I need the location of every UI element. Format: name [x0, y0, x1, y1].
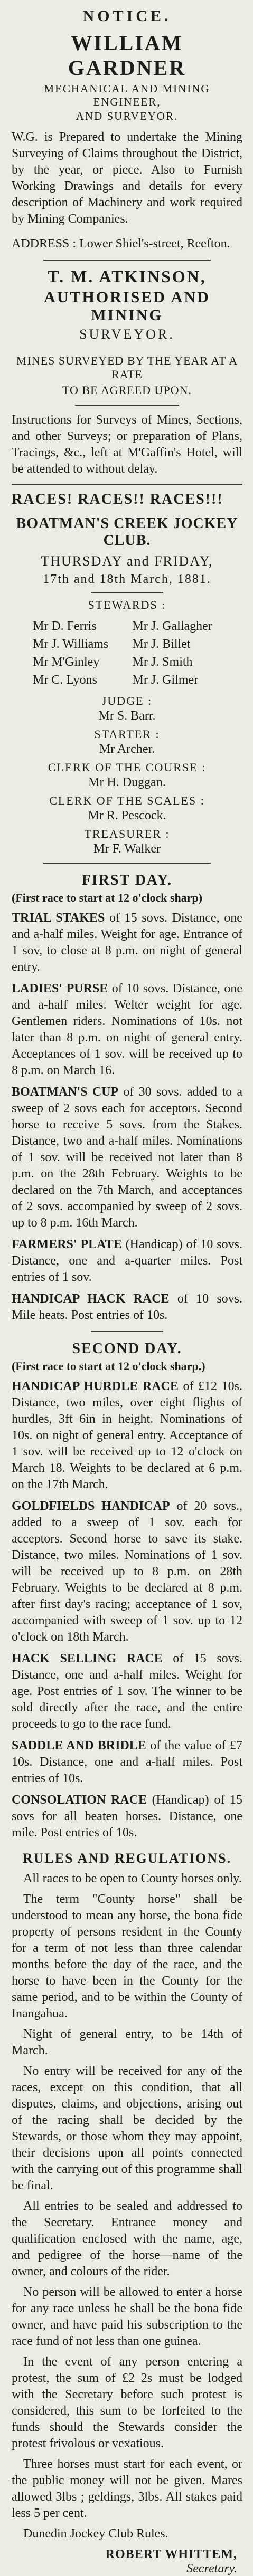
rule-paragraph: All entries to be sealed and addressed to the Secretary. Entrance money and qualification enclosed with the name, age, and pedigree of the horse—name of the owner, and colours of the rider. — [12, 2199, 242, 2278]
gardner-body: W.G. is Prepared to undertake the Mining Surveying of Claims throughout the District, by the year, or piece. Also to Furnish Working Drawings and details for every description of Machinery and work required by Mining Companies. — [12, 130, 242, 226]
race-name: GOLDFIELDS HANDICAP — [12, 1499, 170, 1513]
divider — [12, 484, 242, 485]
race-dates: 17th and 18th March, 1881. — [43, 572, 211, 586]
stewards-list — [12, 617, 242, 689]
race-name: FARMERS' PLATE — [12, 1238, 122, 1251]
race-entry — [12, 1792, 242, 1841]
gardner-profession-2: AND SURVEYOR. — [76, 110, 179, 122]
notice-heading: NOTICE. — [82, 7, 172, 25]
rule-paragraph: All races to be open to County horses only. — [23, 1872, 242, 1885]
gardner-address: ADDRESS : Lower Shiel's-street, Reefton. — [12, 237, 230, 251]
rules-heading: RULES AND REGULATIONS. — [22, 1851, 232, 1866]
atkinson-title-2: SURVEYOR. — [79, 327, 175, 342]
race-days: THURSDAY and FRIDAY, — [41, 553, 213, 569]
race-name: CONSOLATION RACE — [12, 1793, 147, 1807]
race-name: HANDICAP HACK RACE — [12, 1292, 170, 1306]
race-details: of 10 sovs. Mile heats. Post entries of 10s. — [12, 1292, 243, 1322]
stewards-label: STEWARDS : — [88, 598, 166, 611]
race-details: of 15 sovs. Distance, one and a-half miles. Weight for age. Entrance of 1 sov, to close at 8 p.m. on night of general entry. — [12, 911, 243, 974]
rule-paragraph: In the event of any person entering a protest, the sum of £2 2s must be lodged with the Secretary before such protest is considered, this sum to be forfeited to the funds should the Stewards consider the protest frivolous or vexatious. — [12, 2355, 242, 2450]
race-entry — [12, 1498, 242, 1645]
race-name: SADDLE AND BRIDLE — [12, 1739, 146, 1753]
race-name: LADIES' PURSE — [12, 982, 108, 995]
secretary-signature: ROBERT WHITTEM, — [105, 2548, 237, 2561]
clerk-course-label: CLERK OF THE COURSE : — [48, 761, 207, 774]
race-details: of 20 sovs., added to a sweep of 1 sov. each for acceptors. Second horse to save its stake. Distance, two miles. Nominations of 1 sov. will be received up to 8 p.m. on 28th February. Weights to be declared at 8 p.m. after first day's racing; acceptance of 1 sov, accompanied with sweep of 1 sov. up to 12 o'clock on 18th March. — [12, 1499, 242, 1644]
atkinson-title: AUTHORISED AND MINING — [44, 289, 210, 324]
atkinson-rate-2: TO BE AGREED UPON. — [62, 384, 192, 397]
second-day-start: (First race to start at 12 o'clock sharp.) — [12, 1359, 205, 1373]
race-name: BOATMAN'S CUP — [12, 1085, 119, 1099]
race-entry — [12, 1291, 242, 1324]
starter-name: Mr Archer. — [99, 742, 155, 756]
race-details: (Handicap) of 10 sovs. Distance, one and a-quarter miles. Post entries of 1 sov. — [12, 1238, 242, 1284]
judge-name: Mr S. Barr. — [98, 709, 156, 723]
race-entry — [12, 1237, 242, 1286]
divider — [43, 260, 211, 261]
secretary-title: Secretary. — [186, 2562, 237, 2575]
steward: Mr M'Ginley — [33, 655, 100, 669]
short-divider — [91, 592, 163, 593]
atkinson-body: Instructions for Surveys of Mines, Sections, and other Surveys; or preparation of Plans, Tracings, &c., left at M'Gaffin's Hotel, will be attended to without delay. — [12, 413, 242, 476]
gardner-profession: MECHANICAL AND MINING ENGINEER, — [44, 82, 210, 108]
gardner-notice — [12, 7, 242, 251]
club-title: BOATMAN'S CREEK JOCKEY CLUB. — [16, 515, 238, 549]
treasurer-name: Mr F. Walker — [93, 842, 161, 856]
atkinson-notice — [12, 267, 242, 477]
races-banner: RACES! RACES!! RACES!!! — [12, 491, 223, 507]
clerk-scales-label: CLERK OF THE SCALES : — [49, 794, 205, 807]
race-entry — [12, 1084, 242, 1231]
clerk-course-name: Mr H. Duggan. — [88, 775, 166, 789]
treasurer-label: TREASURER : — [84, 827, 170, 840]
rule-paragraph: Three horses must start for each event, or the public money will not be given. Mares allowed 3lbs ; geldings, 3lbs. All stakes paid less 5 per cent. — [12, 2457, 242, 2520]
steward: Mr J. Smith — [132, 655, 193, 669]
starter-label: STARTER : — [94, 727, 160, 741]
gardner-name: WILLIAM GARDNER — [68, 31, 186, 80]
first-day-start: (First race to start at 12 o'clock sharp) — [12, 891, 203, 904]
race-name: HANDICAP HURDLE RACE — [12, 1380, 179, 1393]
rule-paragraph: No person will be allowed to enter a horse for any race unless he shall be the bona fide owner, and have paid his subscription to the race fund of not less than one guinea. — [12, 2285, 242, 2348]
steward: Mr J. Gilmer — [132, 673, 199, 687]
first-day-heading: FIRST DAY. — [81, 872, 173, 888]
short-divider — [91, 1331, 163, 1332]
clerk-scales-name: Mr R. Pescock. — [88, 809, 166, 822]
race-entry — [12, 1738, 242, 1787]
race-entry — [12, 910, 242, 975]
race-details: of 30 sovs. added to a sweep of 2 sovs each for acceptors. Second horse to receive 5 sovs. from the Stakes. Distance, two and a-half miles. Nominations of 1 sov. will be received not later than 8 p.m. on the 28th February. Weights to be declared on the 7th March, and acceptances of 2 sovs. accompanied by sweep of 2 sovs. up to 8 p.m. 16th March. — [12, 1085, 243, 1230]
race-details: of 15 sovs. Distance, one and a-half miles. Weight for age. Post entries of 1 sov. The winner to be sold directly after the race, and the entire proceeds to go to the race fund. — [12, 1652, 243, 1731]
steward: Mr J. Gallagher — [132, 619, 212, 633]
race-name: TRIAL STAKES — [12, 911, 105, 925]
race-name: HACK SELLING RACE — [12, 1652, 163, 1665]
steward: Mr C. Lyons — [33, 673, 98, 687]
race-entry — [12, 1378, 242, 1493]
race-details: of 10 sovs. Distance, one and a-half miles. Welter weight for age. Gentlemen riders. Nominations of 10s. not later than 8 p.m. on night of general entry. Acceptances of 1 sov. will be received up to 8 p.m. on March 16. — [12, 982, 242, 1077]
rule-paragraph: Dunedin Jockey Club Rules. — [23, 2527, 168, 2541]
race-details: of £12 10s. Distance, two miles, over eight flights of hurdles, 3ft 6in in height. Nominations of 10s. on night of general entry. Acceptance of 1 sov. will be received up to 12 o'clock on March 18. Weights to be declared at 6 p.m. on the 17th March. — [12, 1380, 242, 1491]
race-entry — [12, 981, 242, 1079]
race-details: of the value of £7 10s. Distance, one and a-half miles. Post entries of 10s. — [12, 1739, 243, 1785]
second-day-heading: SECOND DAY. — [72, 1340, 182, 1357]
judge-label: JUDGE : — [101, 694, 153, 707]
rule-paragraph: No entry will be received for any of the races, except on this condition, that all disputes, claims, and objections, arising out of the racing shall be decided by the Stewards, or those whom they may appoint, their decisions upon all points connected with the carrying out of this programme shall be final. — [12, 2064, 242, 2192]
race-details: (Handicap) of 15 sovs for all beaten horses. Distance, one mile. Post entries of 10s. — [12, 1793, 243, 1840]
races-notice — [12, 491, 242, 2576]
steward: Mr J. Billet — [132, 637, 191, 651]
short-divider — [75, 405, 179, 406]
atkinson-rate-1: MINES SURVEYED BY THE YEAR AT A RATE — [16, 354, 238, 381]
divider — [43, 863, 211, 864]
rule-paragraph: Night of general entry, to be 14th of March. — [12, 2027, 242, 2057]
atkinson-name: T. M. ATKINSON, — [48, 267, 207, 286]
rule-paragraph: The term "County horse" shall be understood to mean any horse, the bona fide property of persons resident in the County for a term of not less than three calendar months before the day of the race, and the horse to have been in the County for the same period, and to be within the County of Inangahua. — [12, 1892, 242, 2020]
steward: Mr J. Williams — [33, 637, 109, 651]
race-entry — [12, 1651, 242, 1732]
steward: Mr D. Ferris — [33, 619, 97, 633]
